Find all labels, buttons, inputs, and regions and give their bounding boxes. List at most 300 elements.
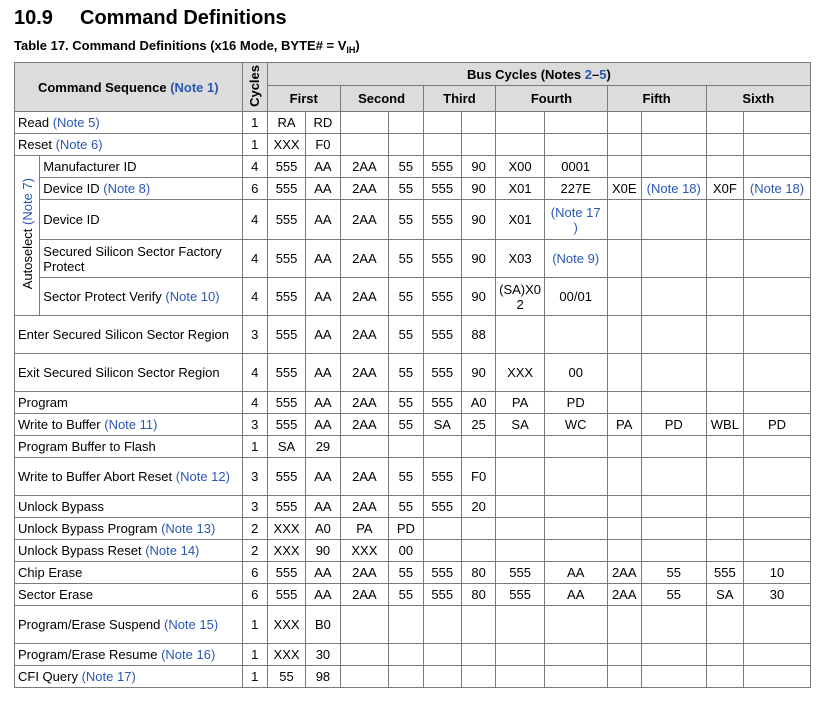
group-sixth-header: Sixth [706, 86, 810, 112]
bus-cycle-5-addr-cell [607, 562, 641, 584]
bus-cycle-4-data-cell [544, 156, 607, 178]
caption-suffix: ) [355, 38, 360, 53]
cell-value: 2AA [352, 212, 377, 227]
bus-cycle-2-addr-cell [340, 134, 389, 156]
command-name: Device ID [43, 212, 100, 227]
bus-cycle-5-data-cell [641, 436, 706, 458]
command-name-cell [40, 240, 242, 278]
bus-cycle-3-addr-cell [423, 540, 461, 562]
bus-cycle-4-data-cell [544, 436, 607, 458]
cell-value: 555 [275, 395, 298, 410]
bus-cycle-4-addr-cell [496, 414, 545, 436]
bus-cycle-4-addr-cell [496, 354, 545, 392]
cell-value: 555 [275, 159, 298, 174]
cell-value: A0 [470, 395, 487, 410]
bus-cycles-dash: – [592, 66, 600, 82]
bus-cycle-3-addr-cell [423, 414, 461, 436]
cell-note-link[interactable]: (Note 18) [646, 181, 701, 196]
bus-cycle-6-addr-cell [706, 156, 743, 178]
caption-text: Table 17. Command Definitions (x16 Mode, BYTE# = V [14, 38, 347, 53]
bus-cycle-5-addr-cell [607, 666, 641, 688]
cell-value: 55 [398, 587, 414, 602]
command-name: Device ID [43, 181, 100, 196]
cell-value: 55 [398, 417, 414, 432]
bus-cycle-2-data-cell [389, 644, 423, 666]
cell-value: 29 [315, 439, 331, 454]
bus-cycle-4-addr-cell [496, 178, 545, 200]
bus-cycle-5-data-cell [641, 240, 706, 278]
bus-cycle-5-data-cell [641, 278, 706, 316]
cell-value: 555 [431, 159, 454, 174]
bus-cycle-2-data-cell [389, 436, 423, 458]
cell-value: X00 [508, 159, 532, 174]
cell-value: F0 [471, 469, 487, 484]
caption-subscript: IH [346, 45, 356, 55]
cycles-cell: 3 [242, 458, 267, 496]
cell-value: 90 [471, 289, 486, 304]
bus-cycle-2-addr-cell [340, 392, 389, 414]
cell-value: 555 [275, 417, 298, 432]
bus-cycle-3-addr-cell [423, 200, 461, 240]
bus-cycle-4-addr-cell [496, 518, 545, 540]
bus-cycle-5-addr-cell [607, 134, 641, 156]
bus-cycle-1-addr-cell [267, 112, 305, 134]
table-caption [14, 38, 360, 55]
bus-cycle-4-data-cell [544, 644, 607, 666]
bus-cycle-4-data-cell [544, 392, 607, 414]
group-fourth-header: Fourth [496, 86, 607, 112]
bus-cycle-4-addr-cell [496, 458, 545, 496]
cycles-cell: 1 [242, 644, 267, 666]
command-name: Program/Erase Resume [18, 647, 158, 662]
bus-cycle-4-data-cell [544, 134, 607, 156]
bus-cycle-1-data-cell [306, 392, 340, 414]
bus-cycle-3-data-cell [461, 584, 495, 606]
bus-cycle-2-addr-cell [340, 606, 389, 644]
bus-cycle-1-addr-cell [267, 584, 305, 606]
command-name: Program Buffer to Flash [18, 439, 156, 454]
cell-value: AA [314, 212, 332, 227]
bus-cycle-1-data-cell [306, 134, 340, 156]
command-name: Program [18, 395, 68, 410]
command-name: Sector Erase [18, 587, 94, 602]
bus-cycle-6-data-cell [744, 666, 811, 688]
bus-cycle-3-data-cell [461, 134, 495, 156]
command-note-link[interactable]: (Note 8) [103, 181, 151, 196]
bus-cycle-3-addr-cell [423, 584, 461, 606]
cycles-cell: 1 [242, 112, 267, 134]
cell-value: AA [314, 251, 332, 266]
bus-cycle-4-addr-cell [496, 112, 545, 134]
bus-cycle-4-addr-cell [496, 666, 545, 688]
command-name-cell [15, 436, 243, 458]
cell-value: 2AA [611, 565, 637, 580]
bus-cycle-1-data-cell [306, 240, 340, 278]
cell-value: 55 [398, 181, 414, 196]
bus-cycle-1-addr-cell [267, 606, 305, 644]
bus-cycle-5-data-cell [641, 518, 706, 540]
cell-value: 30 [315, 647, 331, 662]
cell-value: 2AA [352, 395, 377, 410]
command-note-link[interactable]: (Note 5) [52, 115, 100, 130]
bus-cycle-1-addr-cell [267, 200, 305, 240]
bus-cycle-2-addr-cell [340, 354, 389, 392]
bus-cycle-1-data-cell [306, 518, 340, 540]
bus-cycle-3-addr-cell [423, 278, 461, 316]
cell-value: AA [314, 289, 332, 304]
command-note-link[interactable]: (Note 13) [161, 521, 216, 536]
bus-cycle-4-data-cell [544, 278, 607, 316]
command-name: Sector Protect Verify [43, 289, 162, 304]
bus-cycle-2-addr-cell [340, 414, 389, 436]
cycles-header [242, 63, 267, 112]
cell-value: XXX [273, 647, 300, 662]
autoselect-group-label [15, 156, 40, 316]
bus-cycle-5-data-cell [641, 666, 706, 688]
cell-value: PA [616, 417, 633, 432]
bus-cycle-2-addr-cell [340, 156, 389, 178]
command-name-cell [15, 540, 243, 562]
bus-cycle-1-addr-cell [267, 666, 305, 688]
table-row [15, 540, 811, 562]
bus-cycle-4-addr-cell [496, 584, 545, 606]
bus-cycle-4-data-cell [544, 178, 607, 200]
bus-cycles-suffix: ) [606, 66, 611, 82]
group-fifth-header: Fifth [607, 86, 706, 112]
cycles-cell: 4 [242, 200, 267, 240]
bus-cycle-6-addr-cell [706, 414, 743, 436]
cell-value: 98 [315, 669, 331, 684]
cell-note-link[interactable]: (Note 9) [552, 251, 600, 266]
table-row [15, 240, 811, 278]
cell-value: AA [314, 469, 332, 484]
bus-cycle-5-addr-cell [607, 156, 641, 178]
bus-cycle-6-data-cell [744, 178, 811, 200]
table-row [15, 354, 811, 392]
command-name-cell [15, 354, 243, 392]
cycles-cell: 4 [242, 156, 267, 178]
bus-cycle-6-data-cell [744, 436, 811, 458]
bus-cycle-2-data-cell [389, 458, 423, 496]
bus-cycle-5-data-cell [641, 562, 706, 584]
bus-cycle-4-data-cell [544, 518, 607, 540]
cell-value: 555 [275, 565, 298, 580]
bus-cycle-6-data-cell [744, 392, 811, 414]
command-sequence-label: Command Sequence [37, 79, 167, 95]
bus-cycle-3-data-cell [461, 178, 495, 200]
command-note-link[interactable]: (Note 12) [175, 469, 230, 484]
bus-cycle-2-data-cell [389, 240, 423, 278]
bus-cycle-1-addr-cell [267, 458, 305, 496]
bus-cycle-3-data-cell [461, 316, 495, 354]
bus-cycle-2-data-cell [389, 666, 423, 688]
bus-cycle-3-addr-cell [423, 156, 461, 178]
cell-value: 2AA [352, 469, 377, 484]
bus-cycle-2-data-cell [389, 278, 423, 316]
bus-cycle-1-data-cell [306, 562, 340, 584]
bus-cycle-6-addr-cell [706, 644, 743, 666]
cell-value: 555 [431, 469, 454, 484]
bus-cycle-3-addr-cell [423, 562, 461, 584]
cell-value: 55 [279, 669, 294, 684]
cell-value: 2AA [352, 251, 377, 266]
table-row [15, 644, 811, 666]
bus-cycle-1-addr-cell [267, 414, 305, 436]
command-name-cell [15, 518, 243, 540]
cell-value: 555 [431, 327, 454, 342]
bus-cycle-6-addr-cell [706, 606, 743, 644]
group-second-header: Second [340, 86, 423, 112]
cell-value: 2AA [352, 565, 377, 580]
command-name: Unlock Bypass [18, 499, 104, 514]
cell-value: 555 [275, 365, 298, 380]
bus-cycle-3-addr-cell [423, 436, 461, 458]
bus-cycle-4-addr-cell [496, 562, 545, 584]
bus-cycle-6-addr-cell [706, 562, 743, 584]
bus-cycles-note-link[interactable]: 5 [599, 66, 607, 82]
bus-cycle-2-data-cell [389, 414, 423, 436]
cycles-cell: 6 [242, 584, 267, 606]
cell-value: 2AA [352, 327, 377, 342]
bus-cycle-2-data-cell [389, 392, 423, 414]
cell-value: SA [511, 417, 529, 432]
bus-cycle-2-addr-cell [340, 518, 389, 540]
bus-cycle-3-data-cell [461, 458, 495, 496]
bus-cycle-3-addr-cell [423, 518, 461, 540]
bus-cycle-5-data-cell [641, 496, 706, 518]
bus-cycle-6-addr-cell [706, 112, 743, 134]
table-row [15, 436, 811, 458]
bus-cycle-4-addr-cell [496, 200, 545, 240]
command-note-link[interactable]: (Note 11) [104, 417, 158, 432]
table-row [15, 178, 811, 200]
cell-value: X0F [712, 181, 737, 196]
cell-value: 2AA [352, 417, 377, 432]
command-name-cell [15, 112, 243, 134]
bus-cycle-3-data-cell [461, 496, 495, 518]
cell-value: AA [314, 417, 332, 432]
bus-cycle-2-addr-cell [340, 562, 389, 584]
command-name-cell [40, 178, 242, 200]
cell-value: AA [314, 181, 332, 196]
cell-value: 00 [398, 543, 414, 558]
command-sequence-note-link[interactable]: (Note 1) [170, 79, 219, 95]
cell-value: 55 [666, 587, 682, 602]
bus-cycle-3-addr-cell [423, 354, 461, 392]
cell-value: WC [564, 417, 587, 432]
command-sequence-header [15, 63, 243, 112]
cell-value: A0 [314, 521, 331, 536]
bus-cycle-4-data-cell [544, 666, 607, 688]
bus-cycle-4-data-cell [544, 562, 607, 584]
bus-cycle-6-addr-cell [706, 134, 743, 156]
cell-value: 555 [431, 565, 454, 580]
bus-cycle-1-data-cell [306, 200, 340, 240]
bus-cycle-1-data-cell [306, 606, 340, 644]
cell-value: PA [511, 395, 529, 410]
cell-value: 555 [431, 212, 454, 227]
bus-cycle-2-addr-cell [340, 540, 389, 562]
command-name-cell [15, 134, 243, 156]
cell-value: 2AA [352, 365, 377, 380]
bus-cycle-6-addr-cell [706, 240, 743, 278]
bus-cycle-6-addr-cell [706, 316, 743, 354]
bus-cycle-3-addr-cell [423, 606, 461, 644]
bus-cycle-3-data-cell [461, 354, 495, 392]
cell-value: 00 [568, 365, 583, 380]
cell-value: 555 [509, 587, 531, 602]
bus-cycles-note-link[interactable]: 2 [584, 66, 592, 82]
bus-cycle-1-data-cell [306, 112, 340, 134]
command-note-link[interactable]: (Note 16) [161, 647, 216, 662]
bus-cycle-1-addr-cell [267, 178, 305, 200]
bus-cycle-5-data-cell [641, 584, 706, 606]
command-name: Program/Erase Suspend [18, 617, 161, 632]
cell-value: 55 [398, 289, 414, 304]
bus-cycle-2-addr-cell [340, 496, 389, 518]
bus-cycles-header [267, 63, 810, 86]
autoselect-note-link[interactable]: (Note 7) [19, 178, 35, 226]
cell-value: 55 [398, 212, 414, 227]
cell-value: 55 [398, 469, 414, 484]
cell-value: 555 [275, 181, 298, 196]
bus-cycle-1-addr-cell [267, 134, 305, 156]
command-name: Write to Buffer Abort Reset [18, 469, 173, 484]
bus-cycle-1-data-cell [306, 496, 340, 518]
bus-cycle-4-data-cell [544, 240, 607, 278]
cell-value: 555 [275, 587, 298, 602]
cell-value: AA [314, 327, 332, 342]
bus-cycle-5-addr-cell [607, 584, 641, 606]
cell-value: 555 [431, 499, 454, 514]
cell-value: 30 [769, 587, 785, 602]
cell-value: X0E [611, 181, 637, 196]
cell-value: 80 [471, 587, 486, 602]
cell-value: AA [314, 365, 332, 380]
cell-value: XXX [273, 543, 300, 558]
cycles-cell: 6 [242, 562, 267, 584]
bus-cycle-5-data-cell [641, 414, 706, 436]
bus-cycle-6-data-cell [744, 644, 811, 666]
bus-cycle-4-addr-cell [496, 316, 545, 354]
bus-cycle-4-data-cell [544, 606, 607, 644]
bus-cycle-2-data-cell [389, 562, 423, 584]
cell-value: 00/01 [559, 289, 592, 304]
bus-cycle-5-addr-cell [607, 200, 641, 240]
bus-cycle-1-addr-cell [267, 436, 305, 458]
cell-value: AA [314, 565, 332, 580]
bus-cycle-5-data-cell [641, 540, 706, 562]
cell-value: 555 [431, 365, 454, 380]
cell-value: 55 [398, 159, 414, 174]
bus-cycle-3-data-cell [461, 562, 495, 584]
command-name-cell [15, 666, 243, 688]
cell-note-link[interactable]: (Note 17 ) [550, 204, 601, 235]
command-note-link[interactable]: (Note 6) [55, 137, 103, 152]
bus-cycle-3-data-cell [461, 666, 495, 688]
bus-cycle-6-addr-cell [706, 178, 743, 200]
cycles-cell: 1 [242, 606, 267, 644]
bus-cycle-1-data-cell [306, 644, 340, 666]
bus-cycle-2-addr-cell [340, 278, 389, 316]
command-note-link[interactable]: (Note 17) [81, 669, 136, 684]
bus-cycle-4-addr-cell [496, 392, 545, 414]
command-note-link[interactable]: (Note 14) [145, 543, 200, 558]
bus-cycle-4-addr-cell [496, 540, 545, 562]
cell-value: XXX [273, 617, 300, 632]
cell-value: XXX [351, 543, 378, 558]
bus-cycle-3-data-cell [461, 112, 495, 134]
bus-cycle-6-addr-cell [706, 458, 743, 496]
cycles-label: Cycles [247, 64, 263, 107]
cell-value: 25 [471, 417, 486, 432]
bus-cycle-1-data-cell [306, 584, 340, 606]
bus-cycle-6-addr-cell [706, 584, 743, 606]
bus-cycle-6-data-cell [744, 496, 811, 518]
bus-cycle-3-data-cell [461, 518, 495, 540]
cell-value: AA [314, 587, 332, 602]
cell-value: AA [314, 395, 332, 410]
bus-cycle-6-data-cell [744, 200, 811, 240]
cell-value: PD [664, 417, 683, 432]
cell-value: 55 [398, 365, 414, 380]
command-name-cell [15, 392, 243, 414]
bus-cycle-5-addr-cell [607, 436, 641, 458]
cell-value: PD [566, 395, 585, 410]
bus-cycle-2-addr-cell [340, 644, 389, 666]
command-note-link[interactable]: (Note 10) [165, 289, 220, 304]
bus-cycle-3-addr-cell [423, 178, 461, 200]
bus-cycle-2-addr-cell [340, 666, 389, 688]
cell-value: AA [314, 159, 332, 174]
bus-cycle-3-data-cell [461, 200, 495, 240]
bus-cycle-1-addr-cell [267, 278, 305, 316]
bus-cycle-2-data-cell [389, 112, 423, 134]
cell-value: 555 [713, 565, 736, 580]
bus-cycle-2-addr-cell [340, 458, 389, 496]
cell-note-link[interactable]: (Note 18) [749, 181, 805, 196]
bus-cycle-6-data-cell [744, 518, 811, 540]
bus-cycle-5-addr-cell [607, 458, 641, 496]
bus-cycle-3-data-cell [461, 644, 495, 666]
bus-cycle-1-addr-cell [267, 240, 305, 278]
bus-cycle-6-data-cell [744, 134, 811, 156]
table-row [15, 496, 811, 518]
cell-value: 20 [471, 499, 486, 514]
bus-cycle-1-data-cell [306, 666, 340, 688]
bus-cycle-3-addr-cell [423, 112, 461, 134]
bus-cycle-3-addr-cell [423, 392, 461, 414]
command-name-cell [15, 584, 243, 606]
cell-value: 227E [560, 181, 591, 196]
cell-value: 90 [471, 181, 486, 196]
bus-cycle-1-addr-cell [267, 354, 305, 392]
bus-cycle-5-addr-cell [607, 644, 641, 666]
bus-cycle-6-data-cell [744, 240, 811, 278]
bus-cycle-5-data-cell [641, 112, 706, 134]
cell-value: SA [277, 439, 296, 454]
command-note-link[interactable]: (Note 15) [163, 617, 219, 632]
bus-cycle-3-addr-cell [423, 496, 461, 518]
cell-value: 2AA [352, 587, 377, 602]
bus-cycle-5-data-cell [641, 458, 706, 496]
section-heading [14, 7, 287, 30]
bus-cycle-4-data-cell [544, 112, 607, 134]
cell-value: 2AA [352, 159, 377, 174]
bus-cycle-6-addr-cell [706, 496, 743, 518]
command-name-cell [40, 278, 242, 316]
cell-value: XXX [273, 137, 300, 152]
